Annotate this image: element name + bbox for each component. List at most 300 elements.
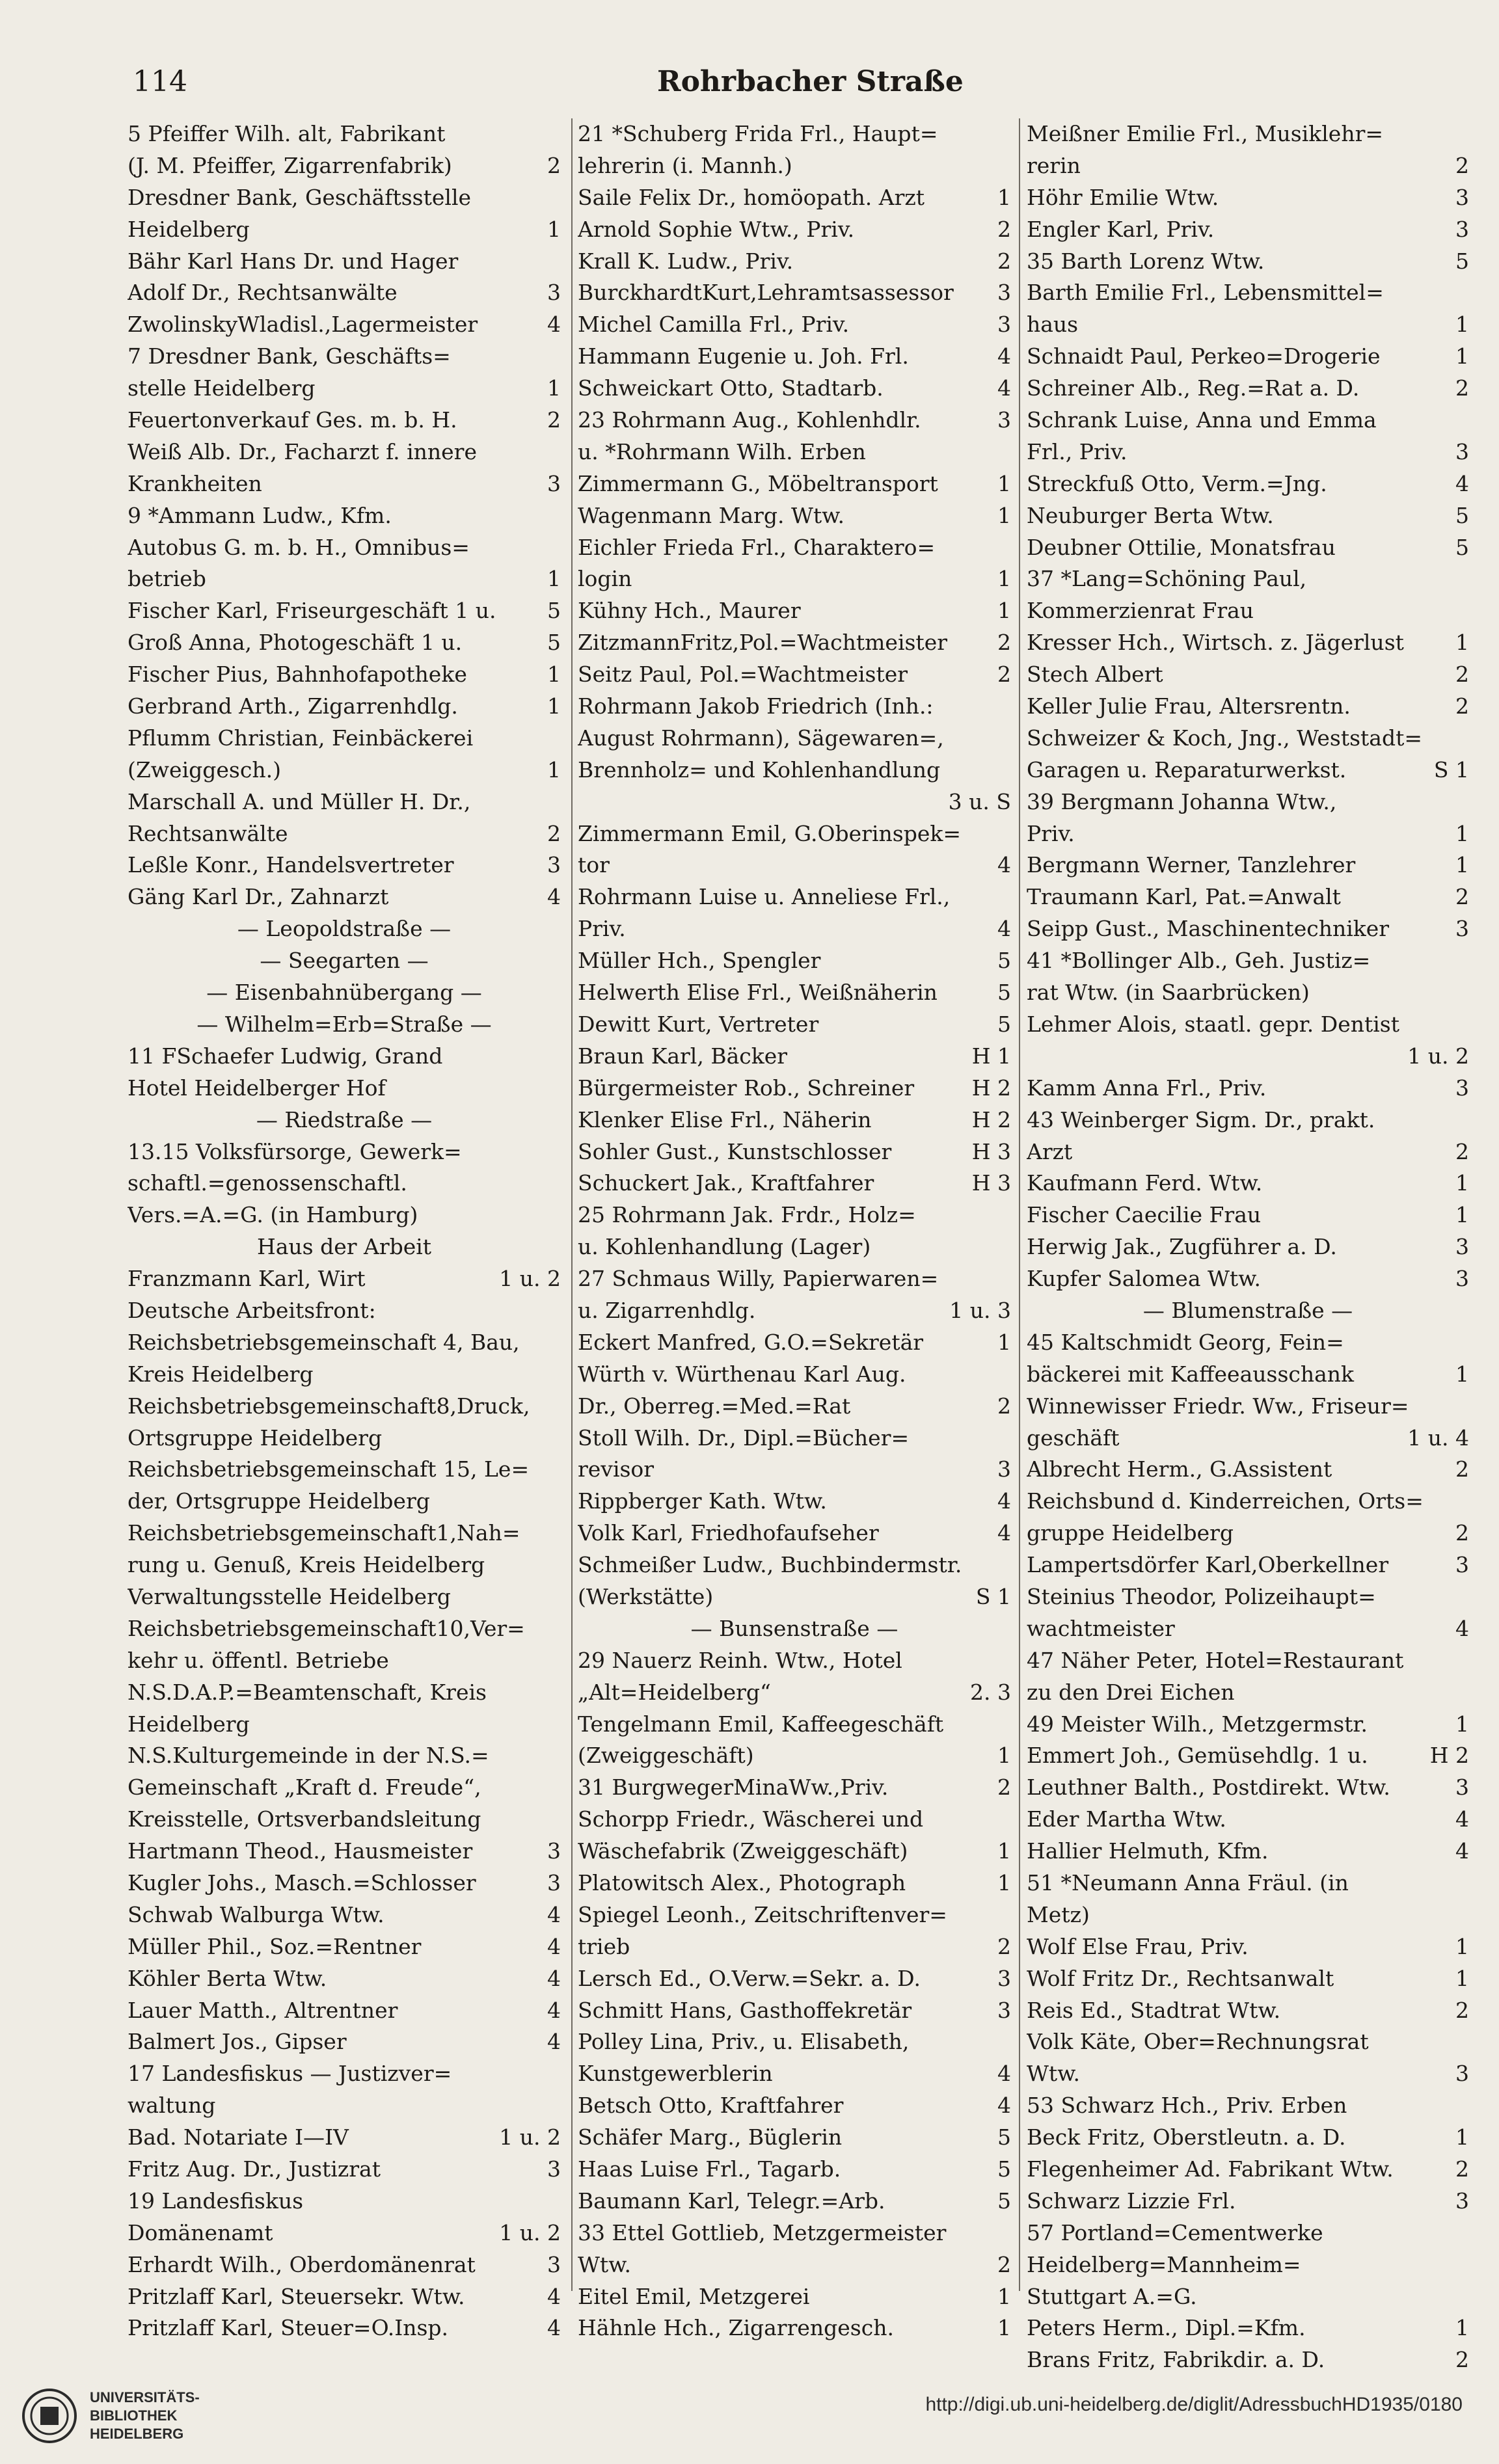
entry-text: Wtw.: [578, 2251, 632, 2277]
entry-text: Vers.=A.=G. (in Hamburg): [128, 1202, 418, 1228]
directory-entry: [128, 1740, 561, 1772]
entry-text: Rechtsanwälte: [128, 820, 288, 846]
directory-entry: [578, 1327, 1011, 1359]
entry-text: 17 Landesfiskus — Justizver=: [128, 2061, 452, 2087]
entry-floor: 2: [997, 216, 1011, 242]
directory-entry: [1027, 1613, 1469, 1645]
entry-text: Braun Karl, Bäcker: [578, 1043, 788, 1069]
entry-floor: 3: [997, 1965, 1011, 1991]
directory-entry: [1027, 1740, 1469, 1772]
directory-entry: [128, 1199, 561, 1231]
entry-text: 51 *Neumann Anna Fräul. (in: [1027, 1869, 1349, 1895]
directory-entry: [578, 913, 1011, 945]
entry-floor: 1 u. 2: [499, 2124, 561, 2150]
entry-text: Streckfuß Otto, Verm.=Jng.: [1027, 470, 1327, 496]
directory-entry: [578, 595, 1011, 627]
entry-floor: 1: [1455, 312, 1469, 338]
entry-floor: 2: [1455, 1138, 1469, 1164]
directory-entry: [578, 2281, 1011, 2313]
entry-floor: 1 u. 2: [499, 2219, 561, 2245]
directory-entry: [1027, 500, 1469, 532]
entry-floor: 4: [547, 1997, 561, 2023]
entry-floor: 5: [997, 2156, 1011, 2182]
entry-text: Höhr Emilie Wtw.: [1027, 184, 1219, 210]
library-logo-icon: [21, 2387, 78, 2444]
entry-text: Reichsbetriebsgemeinschaft 4, Bau,: [128, 1329, 520, 1355]
directory-entry: [128, 786, 561, 818]
directory-entry: [1027, 1423, 1469, 1454]
directory-entry: [578, 2249, 1011, 2281]
entry-floor: 2: [1455, 1520, 1469, 1546]
entry-floor: 4: [997, 2061, 1011, 2087]
directory-entry: [1027, 755, 1469, 786]
library-logo-text: [90, 2389, 200, 2443]
entry-text: Haas Luise Frl., Tagarb.: [578, 2156, 841, 2182]
entry-floor: 2: [1455, 884, 1469, 910]
entry-text: Deubner Ottilie, Monatsfrau: [1027, 534, 1336, 560]
entry-text: Wtw.: [1027, 2061, 1081, 2087]
logo-line-1: UNIVERSITÄTS-: [90, 2389, 200, 2405]
directory-entry: [128, 2058, 561, 2090]
directory-entry: [578, 2154, 1011, 2186]
entry-floor: 3: [547, 852, 561, 878]
entry-text: Zimmermann G., Möbeltransport: [578, 470, 938, 496]
entry-text: 41 *Bollinger Alb., Geh. Justiz=: [1027, 948, 1371, 974]
directory-entry: [1027, 850, 1469, 881]
entry-text: Fischer Pius, Bahnhofapotheke: [128, 662, 467, 688]
directory-entry: [128, 2312, 561, 2344]
entry-floor: 5: [997, 1011, 1011, 1037]
entry-text: Köhler Berta Wtw.: [128, 1965, 327, 1991]
entry-text: Deutsche Arbeitsfront:: [128, 1297, 376, 1323]
entry-text: Gäng Karl Dr., Zahnarzt: [128, 884, 389, 910]
entry-text: Kaufmann Ferd. Wtw.: [1027, 1170, 1263, 1196]
entry-floor: 3: [1455, 1552, 1469, 1578]
entry-text: Eder Martha Wtw.: [1027, 1806, 1226, 1832]
entry-text: Hallier Helmuth, Kfm.: [1027, 1838, 1269, 1864]
entry-text: Kunstgewerblerin: [578, 2061, 773, 2087]
directory-entry: [128, 1995, 561, 2027]
entry-text: (Zweiggeschäft): [578, 1743, 754, 1769]
directory-entry: [128, 150, 561, 182]
entry-floor: 1: [1455, 1361, 1469, 1387]
entry-floor: 3: [1455, 1266, 1469, 1292]
entry-text: Müller Hch., Spengler: [578, 948, 821, 974]
entry-floor: 1 u. 4: [1407, 1425, 1469, 1451]
entry-text: Schwarz Lizzie Frl.: [1027, 2188, 1236, 2214]
entry-text: Peters Herm., Dipl.=Kfm.: [1027, 2315, 1306, 2341]
directory-entry: [1027, 468, 1469, 500]
entry-text: Hähnle Hch., Zigarrengesch.: [578, 2315, 894, 2341]
directory-entry: [128, 341, 561, 373]
directory-entry: [1027, 1931, 1469, 1963]
directory-entry: [128, 1645, 561, 1677]
entry-text: 9 *Ammann Ludw., Kfm.: [128, 502, 392, 528]
entry-text: N.S.Kulturgemeinde in der N.S.=: [128, 1743, 489, 1769]
entry-text: Seipp Gust., Maschinentechniker: [1027, 916, 1390, 942]
directory-entry: [128, 850, 561, 881]
directory-entry: [578, 977, 1011, 1009]
directory-column-3: [1027, 118, 1469, 2376]
entry-text: 39 Bergmann Johanna Wtw.,: [1027, 788, 1337, 814]
directory-entry: [578, 2058, 1011, 2090]
entry-text: Helwerth Elise Frl., Weißnäherin: [578, 980, 938, 1006]
directory-entry: [128, 214, 561, 246]
entry-text: (J. M. Pfeiffer, Zigarrenfabrik): [128, 152, 452, 178]
directory-entry: [578, 1581, 1011, 1613]
entry-text: Albrecht Herm., G.Assistent: [1027, 1456, 1332, 1482]
entry-text: Schwab Walburga Wtw.: [128, 1901, 385, 1927]
entry-text: revisor: [578, 1456, 655, 1482]
directory-entry: [1027, 1549, 1469, 1581]
entry-text: Dresdner Bank, Geschäftsstelle: [128, 184, 472, 210]
logo-line-3: HEIDELBERG: [90, 2426, 184, 2442]
directory-entry: [578, 2217, 1011, 2249]
directory-entry: [578, 1136, 1011, 1168]
directory-entry: [128, 818, 561, 850]
entry-floor: 1: [1455, 2124, 1469, 2150]
directory-entry: [578, 1168, 1011, 1199]
directory-entry: [578, 246, 1011, 278]
directory-entry: [128, 881, 561, 913]
entry-text: Dewitt Kurt, Vertreter: [578, 1011, 819, 1037]
entry-text: Lampertsdörfer Karl,Oberkellner: [1027, 1552, 1389, 1578]
entry-text: Reichsbetriebsgemeinschaft1,Nah=: [128, 1520, 520, 1546]
entry-floor: 4: [997, 1520, 1011, 1546]
directory-entry: [1027, 1327, 1469, 1359]
directory-entry: [1027, 1804, 1469, 1836]
directory-entry: [1027, 1581, 1469, 1613]
entry-floor: 2: [1455, 375, 1469, 401]
entry-text: Betsch Otto, Kraftfahrer: [578, 2093, 844, 2119]
directory-entry: [578, 1677, 1011, 1709]
directory-entry: [578, 1486, 1011, 1518]
directory-entry: [578, 2090, 1011, 2122]
directory-entry: [1027, 2090, 1469, 2122]
entry-text: Groß Anna, Photogeschäft 1 u.: [128, 630, 463, 656]
entry-floor: 1: [997, 598, 1011, 624]
directory-entry: [1027, 786, 1469, 818]
directory-entry: [578, 1518, 1011, 1549]
entry-floor: 4: [547, 884, 561, 910]
entry-floor: 1: [1455, 1202, 1469, 1228]
directory-entry: [578, 1995, 1011, 2027]
directory-entry: [1027, 309, 1469, 341]
directory-entry: [1027, 182, 1469, 214]
entry-floor: H 3: [971, 1138, 1011, 1164]
directory-entry: [128, 118, 561, 150]
page-number: 114: [133, 65, 187, 98]
entry-floor: 2: [1455, 693, 1469, 719]
entry-text: Metz): [1027, 1901, 1090, 1927]
directory-entry: [1027, 1836, 1469, 1868]
entry-floor: 3: [547, 2251, 561, 2277]
directory-entry: [1027, 2281, 1469, 2313]
entry-text: bäckerei mit Kaffeeausschank: [1027, 1361, 1355, 1387]
directory-entry: [1027, 2344, 1469, 2376]
entry-text: lehrerin (i. Mannh.): [578, 152, 792, 178]
entry-floor: 2: [547, 407, 561, 433]
entry-text: Lauer Matth., Altrentner: [128, 1997, 398, 2023]
street-heading: [128, 945, 561, 977]
entry-floor: 2: [997, 630, 1011, 656]
entry-text: — Seegarten —: [260, 948, 429, 974]
entry-text: 57 Portland=Cementwerke: [1027, 2219, 1323, 2245]
entry-text: — Riedstraße —: [256, 1106, 433, 1132]
entry-floor: 3: [1455, 216, 1469, 242]
entry-text: rerin: [1027, 152, 1081, 178]
directory-entry: [128, 1359, 561, 1391]
entry-floor: 4: [1455, 1615, 1469, 1641]
entry-text: Wolf Fritz Dr., Rechtsanwalt: [1027, 1965, 1334, 1991]
entry-text: Fischer Karl, Friseurgeschäft 1 u.: [128, 598, 496, 624]
entry-text: Balmert Jos., Gipser: [128, 2029, 347, 2055]
entry-floor: 1: [997, 1329, 1011, 1355]
directory-entry: [1027, 1868, 1469, 1899]
entry-floor: 4: [547, 1901, 561, 1927]
directory-entry: [128, 723, 561, 755]
entry-text: der, Ortsgruppe Heidelberg: [128, 1488, 430, 1514]
entry-text: Fritz Aug. Dr., Justizrat: [128, 2156, 381, 2182]
directory-entry: [1027, 1041, 1469, 1073]
directory-entry: [578, 786, 1011, 818]
entry-text: Leuthner Balth., Postdirekt. Wtw.: [1027, 1774, 1390, 1801]
entry-text: Brennholz= und Kohlenhandlung: [578, 757, 941, 783]
directory-entry: [128, 2122, 561, 2154]
source-url-link[interactable]: http://digi.ub.uni-heidelberg.de/diglit/AdressbuchHD1935/0180: [925, 2394, 1463, 2415]
entry-floor: 1: [1455, 1711, 1469, 1737]
entry-text: 45 Kaltschmidt Georg, Fein=: [1027, 1329, 1344, 1355]
entry-text: 33 Ettel Gottlieb, Metzgermeister: [578, 2219, 947, 2245]
entry-floor: 1: [997, 1743, 1011, 1769]
entry-text: Saile Felix Dr., homöopath. Arzt: [578, 184, 925, 210]
directory-entry: [128, 1518, 561, 1549]
entry-text: 29 Nauerz Reinh. Wtw., Hotel: [578, 1647, 902, 1673]
entry-text: Flegenheimer Ad. Fabrikant Wtw.: [1027, 2156, 1394, 2182]
entry-floor: 3: [547, 2156, 561, 2182]
directory-entry: [1027, 1772, 1469, 1804]
directory-entry: [128, 2249, 561, 2281]
entry-text: u. Zigarrenhdlg.: [578, 1297, 756, 1323]
directory-entry: [578, 436, 1011, 468]
entry-text: Verwaltungsstelle Heidelberg: [128, 1583, 451, 1609]
directory-entry: [128, 373, 561, 405]
street-heading: [128, 1105, 561, 1136]
directory-entry: [578, 309, 1011, 341]
directory-entry: [1027, 945, 1469, 977]
entry-floor: S 1: [975, 1583, 1011, 1609]
directory-entry: [128, 1677, 561, 1709]
entry-text: Eitel Emil, Metzgerei: [578, 2283, 810, 2309]
entry-floor: 2: [997, 248, 1011, 274]
entry-text: Weiß Alb. Dr., Facharzt f. innere: [128, 438, 477, 464]
directory-entry: [578, 1772, 1011, 1804]
entry-floor: 2: [1455, 2156, 1469, 2182]
directory-entry: [1027, 341, 1469, 373]
entry-floor: 5: [1455, 502, 1469, 528]
directory-entry: [1027, 1899, 1469, 1931]
entry-text: Kreis Heidelberg: [128, 1361, 314, 1387]
entry-floor: 5: [1455, 534, 1469, 560]
entry-text: Heidelberg: [128, 216, 250, 242]
directory-entry: [1027, 150, 1469, 182]
directory-entry: [578, 755, 1011, 786]
entry-text: 27 Schmaus Willy, Papierwaren=: [578, 1266, 939, 1292]
entry-text: Priv.: [1027, 820, 1075, 846]
directory-entry: [128, 2217, 561, 2249]
entry-text: Seitz Paul, Pol.=Wachtmeister: [578, 662, 908, 688]
entry-text: Pritzlaff Karl, Steuersekr. Wtw.: [128, 2283, 465, 2309]
directory-entry: [578, 850, 1011, 881]
entry-text: Bürgermeister Rob., Schreiner: [578, 1075, 915, 1101]
entry-text: geschäft: [1027, 1425, 1120, 1451]
directory-entry: [578, 1804, 1011, 1836]
directory-entry: [128, 1073, 561, 1105]
entry-text: Reichsbetriebsgemeinschaft10,Ver=: [128, 1615, 525, 1641]
entry-text: (Werkstätte): [578, 1583, 714, 1609]
directory-entry: [1027, 977, 1469, 1009]
entry-floor: 1: [1455, 1170, 1469, 1196]
directory-entry: [128, 246, 561, 278]
entry-floor: 3 u. S: [948, 788, 1011, 814]
directory-entry: [1027, 2058, 1469, 2090]
entry-floor: 1: [1455, 630, 1469, 656]
entry-text: Pritzlaff Karl, Steuer=O.Insp.: [128, 2315, 449, 2341]
directory-entry: [128, 595, 561, 627]
entry-text: 37 *Lang=Schöning Paul,: [1027, 566, 1307, 592]
entry-text: haus: [1027, 312, 1079, 338]
entry-text: Bergmann Werner, Tanzlehrer: [1027, 852, 1356, 878]
entry-floor: 3: [1455, 1075, 1469, 1101]
entry-text: ZitzmannFritz,Pol.=Wachtmeister: [578, 630, 947, 656]
entry-floor: 2: [547, 820, 561, 846]
entry-floor: 1 u. 2: [1407, 1043, 1469, 1069]
directory-entry: [128, 2026, 561, 2058]
column-divider: [571, 118, 573, 2291]
directory-entry: [128, 1327, 561, 1359]
directory-entry: [1027, 2122, 1469, 2154]
entry-text: Arzt: [1027, 1138, 1073, 1164]
entry-text: Wagenmann Marg. Wtw.: [578, 502, 844, 528]
entry-floor: 4: [547, 2029, 561, 2055]
entry-text: Kresser Hch., Wirtsch. z. Jägerlust: [1027, 630, 1404, 656]
entry-text: Eichler Frieda Frl., Charaktero=: [578, 534, 936, 560]
entry-floor: 5: [547, 598, 561, 624]
directory-entry: [128, 1263, 561, 1295]
entry-floor: 1: [547, 216, 561, 242]
entry-floor: 1: [1455, 1965, 1469, 1991]
directory-entry: [1027, 563, 1469, 595]
entry-text: Klenker Elise Frl., Näherin: [578, 1106, 872, 1132]
entry-text: Arnold Sophie Wtw., Priv.: [578, 216, 855, 242]
entry-floor: 1: [997, 470, 1011, 496]
entry-floor: H 2: [971, 1106, 1011, 1132]
entry-text: 13.15 Volksfürsorge, Gewerk=: [128, 1138, 462, 1164]
directory-entry: [578, 468, 1011, 500]
entry-text: login: [578, 566, 632, 592]
entry-floor: 3: [1455, 438, 1469, 464]
entry-text: Hartmann Theod., Hausmeister: [128, 1838, 473, 1864]
entry-floor: H 3: [971, 1170, 1011, 1196]
entry-text: Rohrmann Luise u. Anneliese Frl.,: [578, 884, 951, 910]
entry-text: zu den Drei Eichen: [1027, 1679, 1235, 1705]
directory-entry: [128, 1136, 561, 1168]
entry-text: Traumann Karl, Pat.=Anwalt: [1027, 884, 1341, 910]
entry-floor: 2: [1455, 1456, 1469, 1482]
directory-entry: [578, 214, 1011, 246]
entry-text: Emmert Joh., Gemüsehdlg. 1 u.: [1027, 1743, 1368, 1769]
entry-text: Fischer Caecilie Frau: [1027, 1202, 1262, 1228]
entry-floor: 1: [1455, 2315, 1469, 2341]
entry-text: tor: [578, 852, 610, 878]
street-heading: [578, 1613, 1011, 1645]
logo-line-2: BIBLIOTHEK: [90, 2407, 178, 2424]
entry-text: Volk Käte, Ober=Rechnungsrat: [1027, 2029, 1369, 2055]
entry-text: Leßle Konr., Handelsvertreter: [128, 852, 454, 878]
directory-entry: [1027, 2186, 1469, 2217]
entry-text: Schmitt Hans, Gasthoffekretär: [578, 1997, 912, 2023]
street-heading: [128, 977, 561, 1009]
entry-floor: 3: [547, 1869, 561, 1895]
entry-floor: 1: [997, 184, 1011, 210]
entry-floor: 5: [997, 948, 1011, 974]
directory-entry: [128, 1168, 561, 1199]
entry-floor: 4: [1455, 1806, 1469, 1832]
directory-entry: [578, 1836, 1011, 1868]
entry-text: Franzmann Karl, Wirt: [128, 1266, 366, 1292]
entry-text: stelle Heidelberg: [128, 375, 316, 401]
directory-entry: [578, 1963, 1011, 1995]
directory-entry: [128, 1772, 561, 1804]
directory-entry: [578, 1041, 1011, 1073]
entry-text: Krankheiten: [128, 470, 262, 496]
directory-entry: [128, 627, 561, 659]
directory-entry: [578, 182, 1011, 214]
entry-text: kehr u. öffentl. Betriebe: [128, 1647, 389, 1673]
directory-entry: [578, 150, 1011, 182]
directory-entry: [128, 500, 561, 532]
entry-text: — Wilhelm=Erb=Straße —: [196, 1011, 492, 1037]
directory-entry: [1027, 1391, 1469, 1423]
entry-text: Bähr Karl Hans Dr. und Hager: [128, 248, 459, 274]
entry-floor: H 1: [971, 1043, 1011, 1069]
entry-text: Schäfer Marg., Büglerin: [578, 2124, 843, 2150]
entry-text: 35 Barth Lorenz Wtw.: [1027, 248, 1265, 274]
directory-entry: [128, 1931, 561, 1963]
entry-floor: 4: [997, 852, 1011, 878]
directory-entry: [578, 945, 1011, 977]
directory-entry: [128, 2090, 561, 2122]
entry-text: Kommerzienrat Frau: [1027, 598, 1254, 624]
directory-entry: [128, 1423, 561, 1454]
entry-floor: 4: [997, 916, 1011, 942]
entry-floor: 4: [547, 1965, 561, 1991]
directory-column-2: [578, 118, 1011, 2344]
entry-text: Hotel Heidelberger Hof: [128, 1075, 386, 1101]
directory-entry: [578, 1868, 1011, 1899]
entry-floor: 1: [1455, 1933, 1469, 1959]
entry-text: Kreisstelle, Ortsverbandsleitung: [128, 1806, 481, 1832]
entry-text: Reichsbetriebsgemeinschaft8,Druck,: [128, 1393, 530, 1419]
street-heading: [128, 1231, 561, 1263]
entry-text: (Zweiggesch.): [128, 757, 281, 783]
entry-text: Zimmermann Emil, G.Oberinspek=: [578, 820, 962, 846]
directory-entry: [128, 1295, 561, 1327]
entry-floor: 3: [1455, 184, 1469, 210]
entry-text: Frl., Priv.: [1027, 438, 1128, 464]
entry-floor: 5: [997, 2188, 1011, 2214]
directory-entry: [1027, 1486, 1469, 1518]
